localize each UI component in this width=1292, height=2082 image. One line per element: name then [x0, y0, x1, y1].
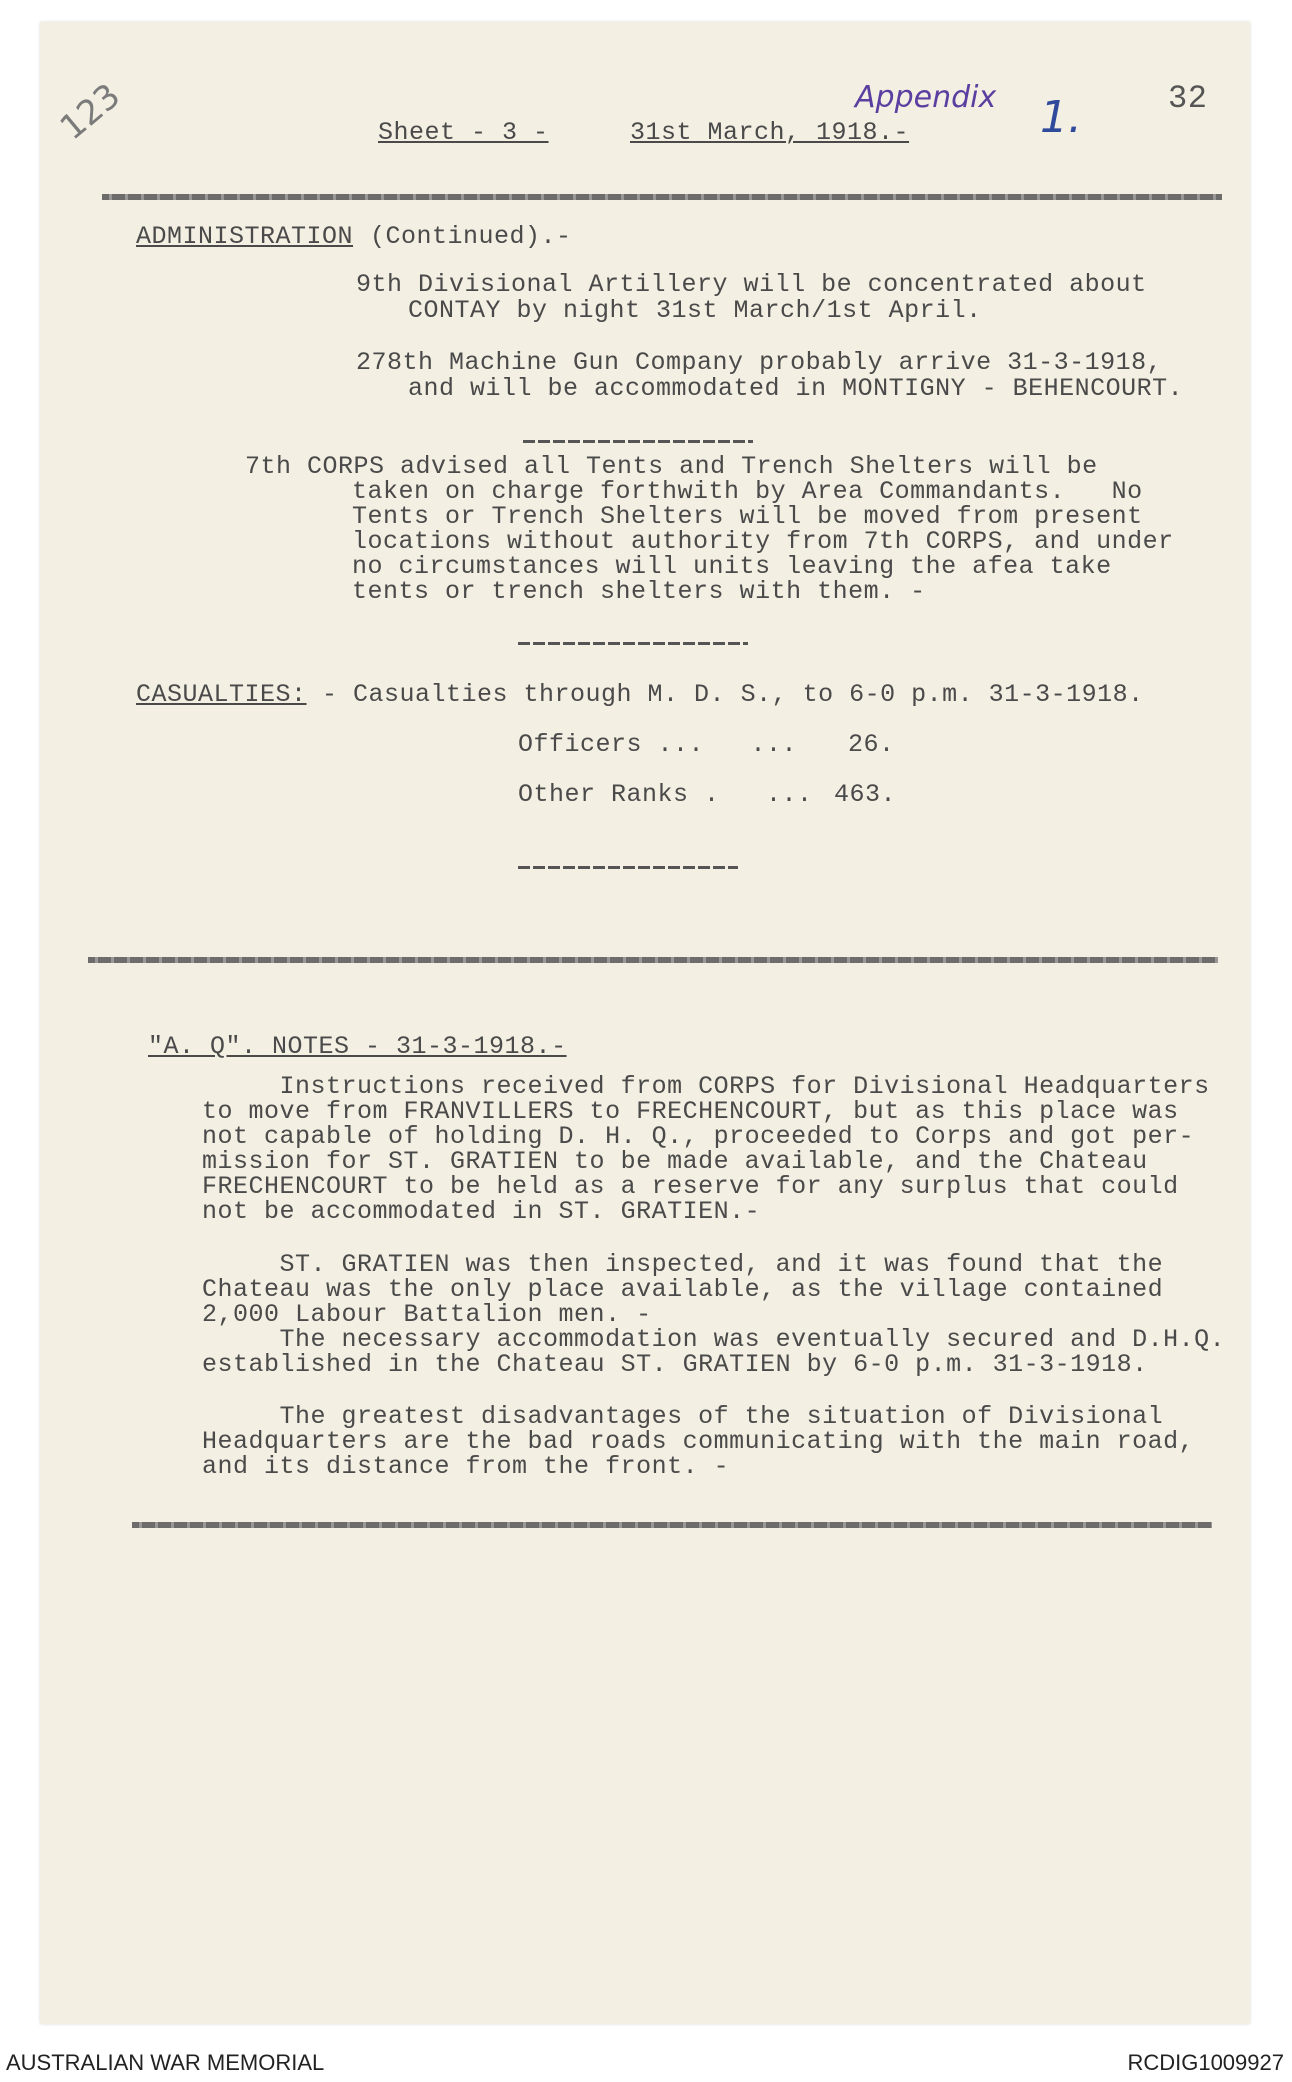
appendix-stamp: Appendix [855, 80, 997, 115]
header-rule [102, 194, 1222, 200]
aq-p2-line4: The necessary accommodation was eventually secured and D.H.Q. [202, 1325, 1226, 1354]
casualties-separator [518, 866, 738, 869]
admin-para3-line5: no circumstances will units leaving the afea take [352, 552, 1112, 581]
aq-p1-line6: not be accommodated in ST. GRATIEN.- [202, 1197, 761, 1226]
bottom-rule [132, 1522, 1212, 1528]
admin-para1-line2: CONTAY by night 31st March/1st April. [408, 296, 982, 325]
sheet-number: Sheet - 3 - [378, 118, 549, 147]
other-ranks-label: Other Ranks . ... [518, 780, 813, 809]
admin-para3-line4: locations without authority from 7th CORPS, and under [352, 527, 1174, 556]
aq-p3-line1: The greatest disadvantages of the situation of Divisional [202, 1402, 1164, 1431]
aq-p3-line3: and its distance from the front. - [202, 1452, 730, 1481]
aq-p2-line1: ST. GRATIEN was then inspected, and it was found that the [202, 1250, 1164, 1279]
administration-heading-suffix: (Continued).- [370, 222, 572, 251]
casualties-intro: - Casualties through M. D. S., to 6-0 p.m. 31-3-1918. [322, 680, 1144, 709]
aq-p1-line4: mission for ST. GRATIEN to be made available, and the Chateau [202, 1147, 1148, 1176]
aq-notes-heading: "A. Q". NOTES - 31-3-1918.- [148, 1032, 567, 1061]
admin-para2-line1: 278th Machine Gun Company probably arrive 31-3-1918, [356, 348, 1163, 377]
admin-para3-line1: 7th CORPS advised all Tents and Trench Shelters will be [245, 452, 1098, 481]
aq-p1-line3: not capable of holding D. H. Q., proceeded to Corps and got per- [202, 1122, 1195, 1151]
aq-p2-line3: 2,000 Labour Battalion men. - [202, 1300, 652, 1329]
header-date: 31st March, 1918.- [630, 118, 910, 147]
admin-para1-line1: 9th Divisional Artillery will be concentrated about [356, 270, 1147, 299]
aq-p2-line5: established in the Chateau ST. GRATIEN by 6-0 p.m. 31-3-1918. [202, 1350, 1148, 1379]
footer-institution: AUSTRALIAN WAR MEMORIAL [6, 2050, 325, 2075]
admin-para3-line6: tents or trench shelters with them. - [352, 577, 926, 606]
aq-p2-line2: Chateau was the only place available, as the village contained [202, 1275, 1164, 1304]
admin-separator-1 [523, 440, 753, 443]
page-number: 32 [1168, 80, 1208, 117]
aq-p3-line2: Headquarters are the bad roads communicating with the main road, [202, 1427, 1195, 1456]
admin-para2-line2: and will be accommodated in MONTIGNY - BEHENCOURT. [408, 374, 1184, 403]
aq-p1-line2: to move from FRANVILLERS to FRECHENCOURT, but as this place was [202, 1097, 1179, 1126]
officers-value: 26. [848, 730, 895, 759]
admin-separator-2 [518, 642, 748, 645]
admin-para3-line3: Tents or Trench Shelters will be moved from present [352, 502, 1143, 531]
pencil-folio-number: 123 [52, 75, 129, 149]
aq-p1-line5: FRECHENCOURT to be held as a reserve for any surplus that could [202, 1172, 1179, 1201]
footer-record-id: RCDIG1009927 [1127, 2050, 1284, 2075]
mid-rule [88, 957, 1218, 963]
casualties-heading: CASUALTIES: [136, 680, 307, 709]
admin-para3-line2: taken on charge forthwith by Area Commandants. No [352, 477, 1143, 506]
officers-label: Officers ... ... [518, 730, 798, 759]
administration-heading: ADMINISTRATION [136, 222, 354, 251]
appendix-mark: 1. [1040, 92, 1082, 143]
document-page [40, 22, 1250, 2024]
aq-p1-line1: Instructions received from CORPS for Divisional Headquarters [202, 1072, 1210, 1101]
other-ranks-value: 463. [834, 780, 897, 809]
